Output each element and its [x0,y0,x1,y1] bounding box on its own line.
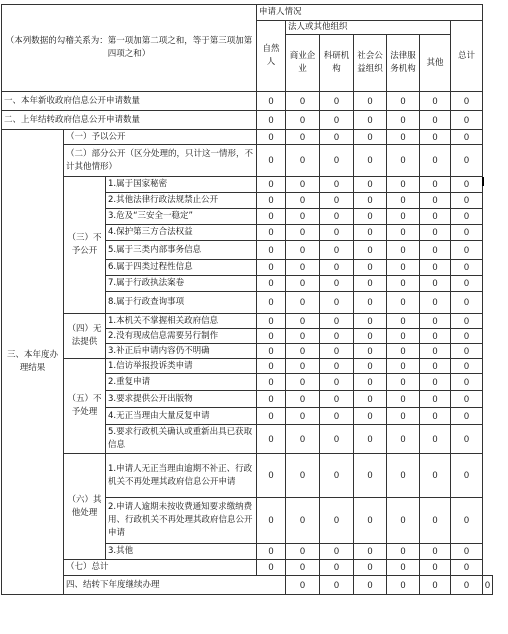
row-label: （一）予以公开 [64,130,257,145]
table-row [2,177,493,193]
cell-research: 0 [320,225,354,241]
cell-natural-person: 0 [257,498,286,544]
cell-commercial: 0 [286,560,320,576]
cell-legal-service: 0 [387,209,420,225]
cell-legal-service: 0 [387,408,420,425]
header-legal-group: 法人或其他组织 [286,21,451,35]
cell-total: 0 [451,292,483,314]
cell-commercial: 0 [286,276,320,292]
cell-legal-service: 0 [387,329,420,344]
row-label: 5.属于三类内部事务信息 [106,241,257,260]
cell-other: 0 [420,111,451,130]
cell-research: 0 [320,292,354,314]
cell-other: 0 [420,329,451,344]
cell-natural-person: 0 [257,359,286,374]
cell-social-welfare: 0 [354,329,387,344]
cell-legal-service: 0 [420,576,451,595]
cell-legal-service: 0 [387,111,420,130]
table-row [2,145,493,177]
cell-total: 0 [451,498,483,544]
cell-research: 0 [320,145,354,177]
cell-commercial: 0 [286,544,320,560]
cell-total: 0 [451,374,483,391]
row-label: 7.属于行政执法案卷 [106,276,257,292]
cell-total: 0 [451,260,483,276]
cell-natural-person: 0 [257,145,286,177]
header-natural-person: 自然人 [257,21,286,92]
group-4-label: （四）无法提供 [64,314,106,359]
cell-commercial: 0 [286,329,320,344]
cell-other: 0 [451,576,483,595]
cell-other: 0 [420,276,451,292]
cell-commercial: 0 [286,314,320,329]
group-5-label: （五）不予处理 [64,359,106,454]
cell-commercial: 0 [286,374,320,391]
cell-research: 0 [320,391,354,408]
cell-total: 0 [451,329,483,344]
cell-social-welfare: 0 [354,374,387,391]
cell-commercial: 0 [286,193,320,209]
cell-total: 0 [451,145,483,177]
cell-commercial: 0 [286,498,320,544]
cell-natural-person: 0 [286,576,320,595]
cell-total: 0 [451,276,483,292]
cell-social-welfare: 0 [354,130,387,145]
cell-other: 0 [420,544,451,560]
cell-legal-service: 0 [387,374,420,391]
cell-research: 0 [320,408,354,425]
cell-other: 0 [420,241,451,260]
cell-natural-person: 0 [257,177,286,193]
row-label: 1.信访举报投诉类申请 [106,359,257,374]
table-row [2,359,493,374]
cell-other: 0 [420,374,451,391]
cell-other: 0 [420,177,451,193]
row-label: 8.属于行政查询事项 [106,292,257,314]
cell-other: 0 [420,209,451,225]
header-legal-service: 法律服务机构 [387,35,420,92]
cell-research: 0 [320,130,354,145]
row-label: 一、本年新收政府信息公开申请数量 [2,92,257,111]
cell-commercial: 0 [286,111,320,130]
table-row [2,92,493,111]
header-research: 科研机构 [320,35,354,92]
cell-legal-service: 0 [387,193,420,209]
cell-social-welfare: 0 [354,292,387,314]
cell-other: 0 [420,260,451,276]
cell-natural-person: 0 [257,329,286,344]
cell-legal-service: 0 [387,92,420,111]
cell-research: 0 [320,209,354,225]
row-label: 3.补正后申请内容仍不明确 [106,344,257,359]
cell-social-welfare: 0 [354,276,387,292]
cell-total: 0 [451,359,483,374]
cell-natural-person: 0 [257,408,286,425]
cell-commercial: 0 [286,130,320,145]
cell-social-welfare: 0 [387,576,420,595]
cell-research: 0 [320,359,354,374]
cell-commercial: 0 [286,145,320,177]
cell-natural-person: 0 [257,241,286,260]
cell-other: 0 [420,560,451,576]
cell-commercial: 0 [286,209,320,225]
cell-social-welfare: 0 [354,225,387,241]
cell-total: 0 [451,193,483,209]
section-3-label: 三、本年度办理结果 [2,130,64,595]
cell-natural-person: 0 [257,92,286,111]
cell-social-welfare: 0 [354,177,387,193]
cell-total: 0 [451,454,483,498]
row-label: 2.申请人逾期未按收费通知要求缴纳费用、行政机关不再处理其政府信息公开申请 [106,498,257,544]
cell-legal-service: 0 [387,391,420,408]
cell-legal-service: 0 [387,425,420,454]
header-total: 总计 [451,21,483,92]
cell-social-welfare: 0 [354,92,387,111]
cell-research: 0 [320,92,354,111]
cell-total: 0 [451,314,483,329]
cell-research: 0 [320,177,354,193]
cell-natural-person: 0 [257,276,286,292]
header-applicant-situation: 申请人情况 [257,5,483,21]
cell-natural-person: 0 [257,193,286,209]
cell-social-welfare: 0 [354,209,387,225]
row-label: 3.要求提供公开出版物 [106,391,257,408]
cell-natural-person: 0 [257,130,286,145]
row-label: 4.保护第三方合法权益 [106,225,257,241]
row-label: 3.其他 [106,544,257,560]
cell-social-welfare: 0 [354,260,387,276]
cell-commercial: 0 [286,344,320,359]
cell-commercial: 0 [286,454,320,498]
cell-total: 0 [451,225,483,241]
row-label: 1.本机关不掌握相关政府信息 [106,314,257,329]
cell-legal-service: 0 [387,276,420,292]
text-cursor-mark [482,177,484,186]
row-label: 6.属于四类过程性信息 [106,260,257,276]
group-3-label: （三）不予公开 [64,177,106,314]
cell-social-welfare: 0 [354,498,387,544]
cell-total: 0 [451,111,483,130]
cell-natural-person: 0 [257,374,286,391]
table-row [2,576,493,595]
cell-other: 0 [420,344,451,359]
cell-total: 0 [451,408,483,425]
cell-natural-person: 0 [257,111,286,130]
cell-research: 0 [354,576,387,595]
cell-other: 0 [420,454,451,498]
table-row [2,314,493,329]
row-label: 1.属于国家秘密 [106,177,257,193]
cell-legal-service: 0 [387,130,420,145]
row-label: （七）总计 [64,560,257,576]
cell-commercial: 0 [286,241,320,260]
row-label: 2.没有现成信息需要另行制作 [106,329,257,344]
cell-research: 0 [320,544,354,560]
cell-natural-person: 0 [257,344,286,359]
cell-commercial: 0 [286,177,320,193]
cell-legal-service: 0 [387,560,420,576]
cell-natural-person: 0 [257,544,286,560]
cell-legal-service: 0 [387,454,420,498]
cell-research: 0 [320,329,354,344]
cell-other: 0 [420,314,451,329]
cell-total: 0 [451,425,483,454]
cell-commercial: 0 [286,425,320,454]
cell-social-welfare: 0 [354,391,387,408]
cell-research: 0 [320,498,354,544]
cell-other: 0 [420,225,451,241]
cell-other: 0 [420,193,451,209]
table-row [2,454,493,498]
row-label: 1.申请人无正当理由逾期不补正、行政机关不再处理其政府信息公开申请 [106,454,257,498]
cell-other: 0 [420,359,451,374]
cell-research: 0 [320,425,354,454]
cell-research: 0 [320,374,354,391]
cell-natural-person: 0 [257,314,286,329]
cell-commercial: 0 [286,292,320,314]
cell-research: 0 [320,260,354,276]
cell-legal-service: 0 [387,225,420,241]
cell-total: 0 [451,177,483,193]
cell-natural-person: 0 [257,292,286,314]
cell-other: 0 [420,408,451,425]
cell-commercial: 0 [320,576,354,595]
cell-legal-service: 0 [387,177,420,193]
row-label: 5.要求行政机关确认或重新出具已获取信息 [106,425,257,454]
header-social-welfare: 社会公益组织 [354,35,387,92]
cell-natural-person: 0 [257,391,286,408]
table-row [2,111,493,130]
cell-total: 0 [451,130,483,145]
cell-total: 0 [451,391,483,408]
cell-social-welfare: 0 [354,111,387,130]
cell-other: 0 [420,391,451,408]
cell-legal-service: 0 [387,344,420,359]
cell-total: 0 [451,92,483,111]
cell-legal-service: 0 [387,544,420,560]
cell-social-welfare: 0 [354,241,387,260]
cell-total: 0 [483,576,493,595]
row-label: （二）部分公开（区分处理的，只计这一情形，不计其他情形） [64,145,257,177]
cell-total: 0 [451,560,483,576]
cell-natural-person: 0 [257,560,286,576]
cell-legal-service: 0 [387,498,420,544]
cell-social-welfare: 0 [354,425,387,454]
cell-research: 0 [320,111,354,130]
cell-social-welfare: 0 [354,560,387,576]
cell-natural-person: 0 [257,454,286,498]
cell-other: 0 [420,498,451,544]
cell-commercial: 0 [286,92,320,111]
cell-other: 0 [420,145,451,177]
row-label: 2.其他法律行政法规禁止公开 [106,193,257,209]
cell-total: 0 [451,544,483,560]
cell-research: 0 [320,241,354,260]
row-label: 3.危及“三安全一稳定” [106,209,257,225]
cell-social-welfare: 0 [354,408,387,425]
cell-legal-service: 0 [387,260,420,276]
cell-commercial: 0 [286,359,320,374]
cell-social-welfare: 0 [354,193,387,209]
table-row [2,560,493,576]
row-label: 4.无正当理由大量反复申请 [106,408,257,425]
cell-total: 0 [451,209,483,225]
cell-commercial: 0 [286,260,320,276]
statistics-table [1,4,493,595]
cell-other: 0 [420,425,451,454]
row-label: 2.重复申请 [106,374,257,391]
cell-natural-person: 0 [257,260,286,276]
cell-social-welfare: 0 [354,314,387,329]
header-note: （本列数据的勾稽关系为：第一项加第二项之和，等于第三项加第四项之和） [2,5,257,92]
cell-natural-person: 0 [257,425,286,454]
cell-commercial: 0 [286,225,320,241]
row-label: 四、结转下年度继续办理 [64,576,286,595]
row-label: 二、上年结转政府信息公开申请数量 [2,111,257,130]
cell-research: 0 [320,344,354,359]
cell-other: 0 [420,292,451,314]
cell-commercial: 0 [286,408,320,425]
cell-other: 0 [420,130,451,145]
cell-total: 0 [451,241,483,260]
cell-legal-service: 0 [387,241,420,260]
cell-natural-person: 0 [257,209,286,225]
cell-other: 0 [420,92,451,111]
group-6-label: （六）其他处理 [64,454,106,560]
cell-social-welfare: 0 [354,454,387,498]
cell-commercial: 0 [286,391,320,408]
cell-legal-service: 0 [387,359,420,374]
cell-research: 0 [320,454,354,498]
cell-research: 0 [320,560,354,576]
header-other: 其他 [420,35,451,92]
cell-legal-service: 0 [387,145,420,177]
cell-social-welfare: 0 [354,145,387,177]
cell-total: 0 [451,344,483,359]
header-commercial: 商业企业 [286,35,320,92]
cell-natural-person: 0 [257,225,286,241]
cell-legal-service: 0 [387,314,420,329]
cell-research: 0 [320,276,354,292]
cell-social-welfare: 0 [354,359,387,374]
cell-social-welfare: 0 [354,544,387,560]
cell-legal-service: 0 [387,292,420,314]
cell-research: 0 [320,314,354,329]
cell-research: 0 [320,193,354,209]
table-row [2,130,493,145]
cell-social-welfare: 0 [354,344,387,359]
